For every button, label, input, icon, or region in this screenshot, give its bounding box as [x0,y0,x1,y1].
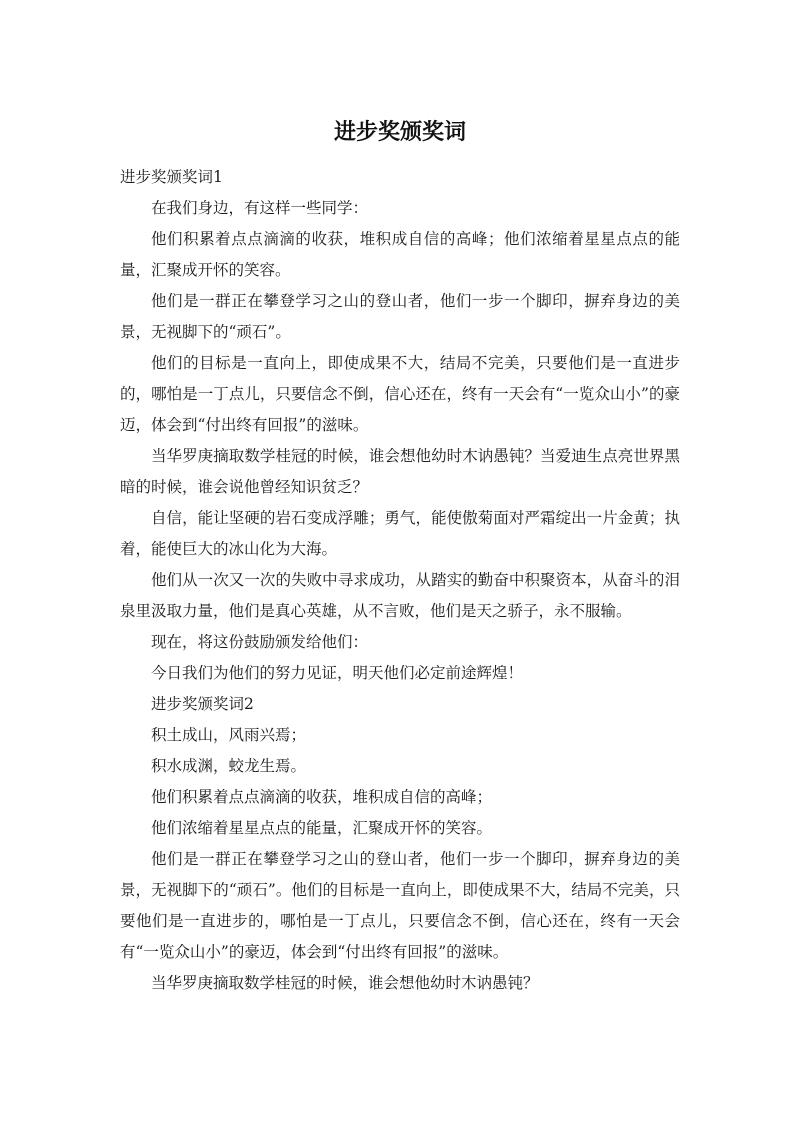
paragraph: 当华罗庚摘取数学桂冠的时候，谁会想他幼时木讷愚钝？ [151,974,539,992]
paragraph: 今日我们为他们的努力见证，明天他们必定前途辉煌！ [151,664,524,682]
document-body [120,162,680,999]
paragraph: 他们是一群正在攀登学习之山的登山者，他们一步一个脚印，摒弃身边的美景，无视脚下的“顽石”。他们的目标是一直向上，即使成果不大，结局不完美，只要他们是一直进步的，哪怕是一丁点儿，只要信念不倒，信心还在，终有一天会有“一览众山小”的豪迈，体会到“付出终有回报”的滋味。 [120,850,680,961]
paragraph: 他们的目标是一直向上，即使成果不大，结局不完美，只要他们是一直进步的，哪怕是一丁点儿，只要信念不倒，信心还在，终有一天会有“一览众山小”的豪迈，体会到“付出终有回报”的滋味。 [120,354,680,434]
paragraph: 他们浓缩着星星点点的能量，汇聚成开怀的笑容。 [151,819,493,837]
section-heading-1: 进步奖颁奖词1 [120,168,223,186]
paragraph: 现在，将这份鼓励颁发给他们： [151,633,369,651]
paragraph: 他们积累着点点滴滴的收获，堆积成自信的高峰；他们浓缩着星星点点的能量，汇聚成开怀的笑容。 [120,230,680,279]
paragraph: 积土成山，风雨兴焉； [151,726,307,744]
paragraph: 在我们身边，有这样一些同学： [151,199,369,217]
paragraph: 当华罗庚摘取数学桂冠的时候，谁会想他幼时木讷愚钝？当爱迪生点亮世界黑暗的时候，谁会说他曾经知识贫乏？ [120,447,680,496]
paragraph: 自信，能让坚硬的岩石变成浮雕；勇气，能使傲菊面对严霜绽出一片金黄；执着，能使巨大的冰山化为大海。 [120,509,680,558]
paragraph: 积水成渊，蛟龙生焉。 [151,757,307,775]
document-title: 进步奖颁奖词 [333,120,466,145]
paragraph: 他们从一次又一次的失败中寻求成功，从踏实的勤奋中积聚资本，从奋斗的泪泉里汲取力量，他们是真心英雄，从不言败，他们是天之骄子，永不服输。 [120,571,680,620]
paragraph: 他们是一群正在攀登学习之山的登山者，他们一步一个脚印，摒弃身边的美景，无视脚下的“顽石”。 [120,292,680,341]
paragraph: 他们积累着点点滴滴的收获，堆积成自信的高峰； [151,788,493,806]
section-heading-2: 进步奖颁奖词2 [151,695,254,713]
